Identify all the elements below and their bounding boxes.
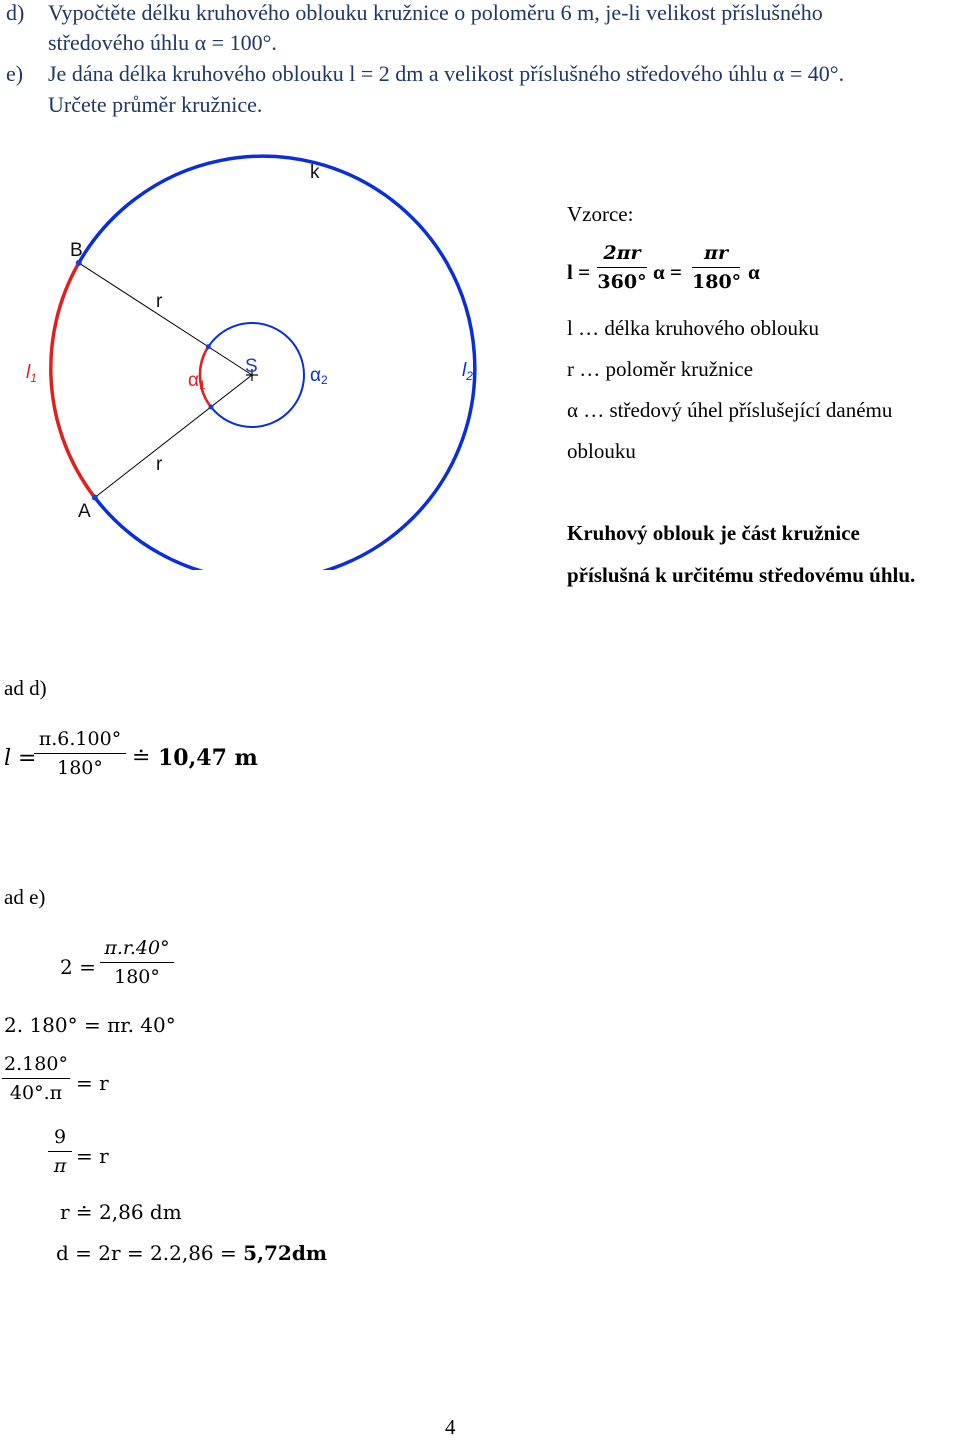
problem-e-label: e) — [6, 61, 24, 86]
problem-d-line1: Vypočtěte délku kruhového oblouku kružnice o poloměru 6 m, je-li velikost příslušného — [48, 0, 823, 25]
solution-e-step6-result: 5,72dm — [243, 1241, 327, 1265]
solution-d-approx: ≐ — [132, 745, 151, 770]
problem-d-line2: středového úhlu α = 100°. — [48, 30, 277, 55]
definition-line2: příslušná k určitému středovému úhlu. — [567, 563, 916, 587]
radius-sb — [79, 263, 252, 375]
label-a: A — [78, 501, 91, 522]
label-alpha2: α2 — [310, 365, 328, 387]
solution-e-step1-lhs: 2 = — [60, 955, 96, 979]
solution-d-result: 10,47 m — [158, 745, 258, 771]
solution-e-step3-fraction: 2.180° 40°.π — [2, 1053, 70, 1104]
point-a-dot — [92, 495, 98, 501]
solution-e-step2: 2. 180° = πr. 40° — [4, 1013, 176, 1037]
legend-r: r … poloměr kružnice — [567, 357, 754, 381]
radius-sa — [95, 375, 252, 498]
solution-d-heading: ad d) — [4, 676, 47, 700]
solution-d-lhs: l = — [4, 746, 37, 771]
label-r-lower: r — [156, 454, 163, 475]
label-alpha1: α1 — [188, 370, 206, 392]
definition-line1: Kruhový oblouk je část kružnice — [567, 521, 860, 545]
solution-e-step6 — [56, 1241, 327, 1265]
arc-l1 — [51, 263, 95, 498]
solution-e-heading: ad e) — [4, 885, 46, 909]
label-l1: $l_1$ — [26, 362, 37, 385]
solution-e-step5: r ≐ 2,86 dm — [60, 1200, 182, 1224]
page-number: 4 — [445, 1415, 456, 1439]
formula-alpha-end: α — [748, 260, 760, 284]
legend-l: l … délka kruhového oblouku — [567, 316, 819, 340]
legend-alpha-line2: oblouku — [567, 439, 636, 463]
formula-fraction-2: πr 180° — [692, 242, 742, 293]
formula-fraction-1: 2πr 360° — [597, 242, 647, 293]
inner-dot-upper — [206, 344, 211, 349]
circle-arc-figure — [0, 150, 560, 570]
solution-e-step4-fraction: 9 π — [48, 1126, 72, 1177]
legend-alpha-line1: α … středový úhel příslušející danému — [567, 398, 893, 422]
label-r-upper: r — [156, 291, 163, 312]
arc-l2 — [79, 156, 475, 570]
inner-dot-lower — [209, 405, 214, 410]
solution-d-fraction: π.6.100° 180° — [34, 728, 126, 779]
label-k: k — [310, 162, 320, 183]
label-s: S — [245, 356, 258, 377]
label-l2: $l_2$ — [462, 360, 473, 383]
problem-e-line2: Určete průměr kružnice. — [48, 92, 263, 117]
solution-e-step6-prefix: d = 2r = 2.2,86 = — [56, 1241, 244, 1265]
problem-d-label: d) — [6, 0, 25, 25]
solution-e-step3-rhs: = r — [76, 1071, 109, 1095]
formulas-title: Vzorce: — [567, 202, 634, 226]
solution-e-step4-rhs: = r — [76, 1144, 109, 1168]
angle-alpha1-arc — [200, 347, 211, 407]
label-b: B — [70, 240, 83, 261]
problem-e-line1: Je dána délka kruhového oblouku l = 2 dm a velikost příslušného středového úhlu α = 40°. — [48, 61, 845, 86]
formula-alpha-eq: α = — [653, 260, 682, 284]
formula-l-eq: l = — [567, 260, 591, 284]
solution-e-step1-fraction: π.r.40° 180° — [100, 937, 174, 988]
